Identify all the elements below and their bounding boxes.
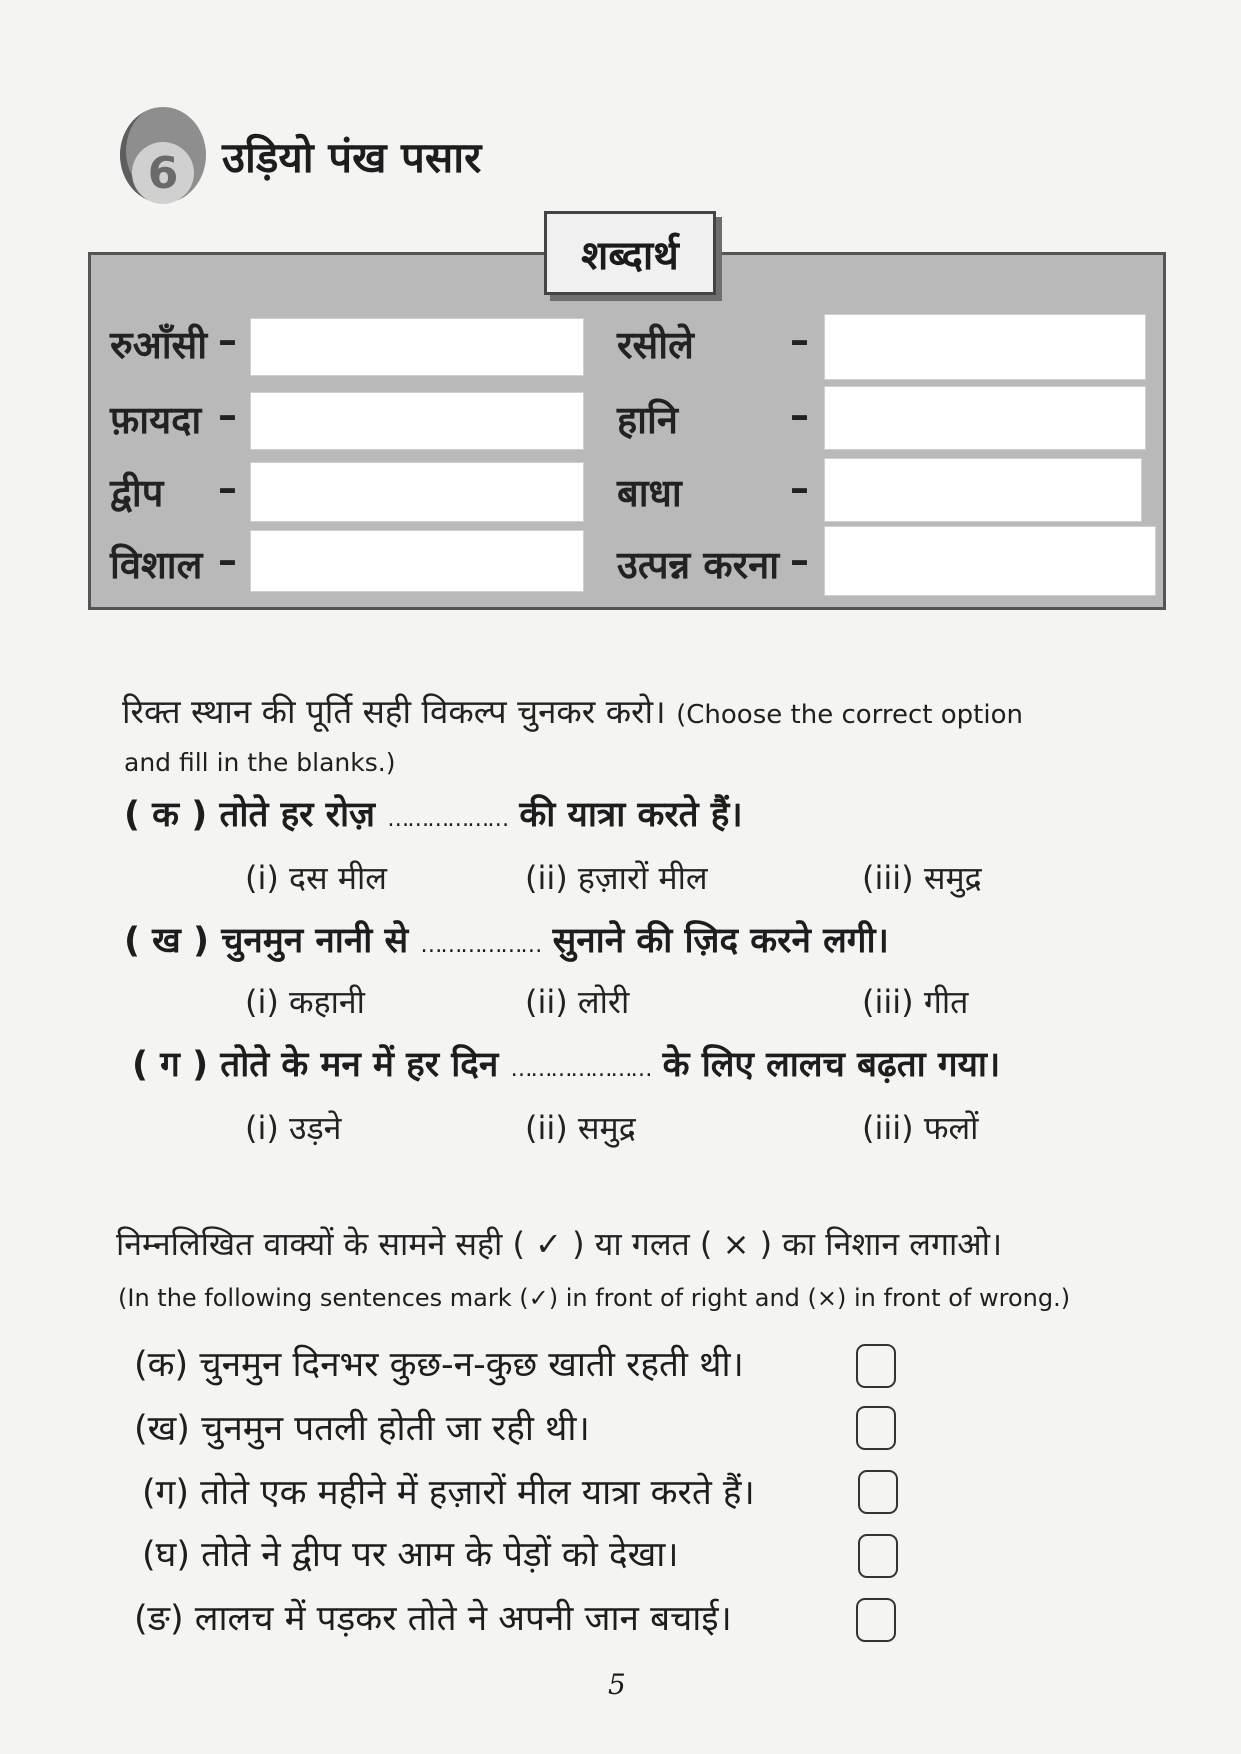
page-number: 5 — [608, 1668, 626, 1701]
true-false-instruction-english: (In the following sentences mark (✓) in front of right and (×) in front of wrong.) — [118, 1284, 1071, 1312]
vocab-answer-blank[interactable] — [250, 318, 584, 376]
question-blank-dots[interactable]: ………………… — [510, 1057, 651, 1082]
option[interactable]: (ii) हज़ारों मील — [525, 859, 708, 897]
answer-checkbox[interactable] — [858, 1534, 898, 1578]
vocab-word-right: हानि — [617, 398, 678, 442]
option[interactable]: (iii) गीत — [862, 983, 969, 1021]
answer-checkbox[interactable] — [856, 1406, 896, 1450]
vocab-answer-blank[interactable] — [250, 530, 584, 592]
question-label: ( क ) — [124, 795, 208, 835]
option[interactable]: (i) कहानी — [245, 983, 365, 1021]
item-label: (क) — [134, 1345, 189, 1385]
vocab-word-left: विशाल — [110, 543, 203, 587]
answer-checkbox[interactable] — [856, 1344, 896, 1388]
chapter-title: उड़ियो पंख पसार — [222, 133, 482, 182]
fill-blanks-instruction — [122, 688, 1023, 733]
vocab-word-right: रसीले — [617, 323, 694, 367]
true-false-item — [134, 1340, 744, 1387]
fill-question — [124, 790, 743, 837]
vocab-answer-blank[interactable] — [250, 462, 584, 522]
vocab-dash: – — [790, 393, 809, 437]
question-text-before: चुनमुन नानी से — [221, 921, 409, 961]
option[interactable]: (i) उड़ने — [245, 1109, 342, 1147]
question-blank-dots[interactable]: ……………… — [420, 933, 541, 958]
vocab-word-left: रुआँसी — [110, 323, 208, 367]
vocab-answer-blank[interactable] — [824, 458, 1142, 522]
vocab-answer-blank[interactable] — [824, 526, 1156, 596]
vocab-dash: – — [790, 466, 809, 510]
vocab-word-right: बाधा — [617, 471, 682, 515]
true-false-instruction: निम्नलिखित वाक्यों के सामने सही ( ✓ ) या गलत ( × ) का निशान लगाओ। — [116, 1225, 1003, 1263]
vocab-dash: – — [218, 318, 237, 362]
item-text: चुनमुन दिनभर कुछ-न-कुछ खाती रहती थी। — [199, 1345, 744, 1385]
true-false-item — [142, 1468, 755, 1515]
vocab-answer-blank[interactable] — [250, 392, 584, 450]
question-text-after: के लिए लालच बढ़ता गया। — [662, 1045, 1001, 1085]
item-text: चुनमुन पतली होती जा रही थी। — [201, 1409, 590, 1449]
option[interactable]: (ii) समुद्र — [525, 1109, 636, 1147]
instruction-english: (Choose the correct option — [676, 700, 1023, 730]
item-text: तोते ने द्वीप पर आम के पेड़ों को देखा। — [201, 1535, 679, 1575]
vocab-word-left: फ़ायदा — [110, 398, 202, 442]
vocab-dash: – — [790, 318, 809, 362]
true-false-item — [134, 1594, 732, 1641]
option[interactable]: (iii) समुद्र — [862, 859, 982, 897]
true-false-item — [142, 1530, 679, 1577]
vocab-word-right: उत्पन्न करना — [617, 543, 780, 587]
fill-question — [132, 1040, 1000, 1087]
instruction-hindi: रिक्त स्थान की पूर्ति सही विकल्प चुनकर करो। — [122, 692, 666, 731]
item-label: (ग) — [142, 1473, 190, 1513]
question-blank-dots[interactable]: ……………… — [387, 807, 508, 832]
item-label: (ख) — [134, 1409, 190, 1449]
item-text: लालच में पड़कर तोते ने अपनी जान बचाई। — [194, 1599, 732, 1639]
question-text-before: तोते के मन में हर दिन — [220, 1045, 499, 1085]
instruction-english-cont: and fill in the blanks.) — [124, 748, 396, 777]
answer-checkbox[interactable] — [858, 1470, 898, 1514]
question-text-after: की यात्रा करते हैं। — [519, 795, 743, 835]
vocab-word-left: द्वीप — [110, 471, 164, 515]
vocab-heading: शब्दार्थ — [544, 211, 716, 295]
vocab-dash: – — [218, 538, 237, 582]
chapter-number: 6 — [132, 142, 194, 204]
option[interactable]: (i) दस मील — [245, 859, 387, 897]
vocab-dash: – — [218, 466, 237, 510]
question-text-after: सुनाने की ज़िद करने लगी। — [552, 921, 889, 961]
option[interactable]: (ii) लोरी — [525, 983, 630, 1021]
vocab-dash: – — [790, 538, 809, 582]
item-label: (ङ) — [134, 1599, 184, 1639]
vocab-answer-blank[interactable] — [824, 314, 1146, 380]
vocab-dash: – — [218, 393, 237, 437]
question-text-before: तोते हर रोज़ — [219, 795, 376, 835]
answer-checkbox[interactable] — [856, 1598, 896, 1642]
item-text: तोते एक महीने में हज़ारों मील यात्रा करते हैं। — [200, 1473, 755, 1513]
vocab-answer-blank[interactable] — [824, 386, 1146, 450]
item-label: (घ) — [142, 1535, 190, 1575]
true-false-item — [134, 1404, 590, 1451]
option[interactable]: (iii) फलों — [862, 1109, 979, 1147]
question-label: ( ग ) — [132, 1045, 209, 1085]
fill-question — [124, 916, 889, 963]
question-label: ( ख ) — [124, 921, 209, 961]
